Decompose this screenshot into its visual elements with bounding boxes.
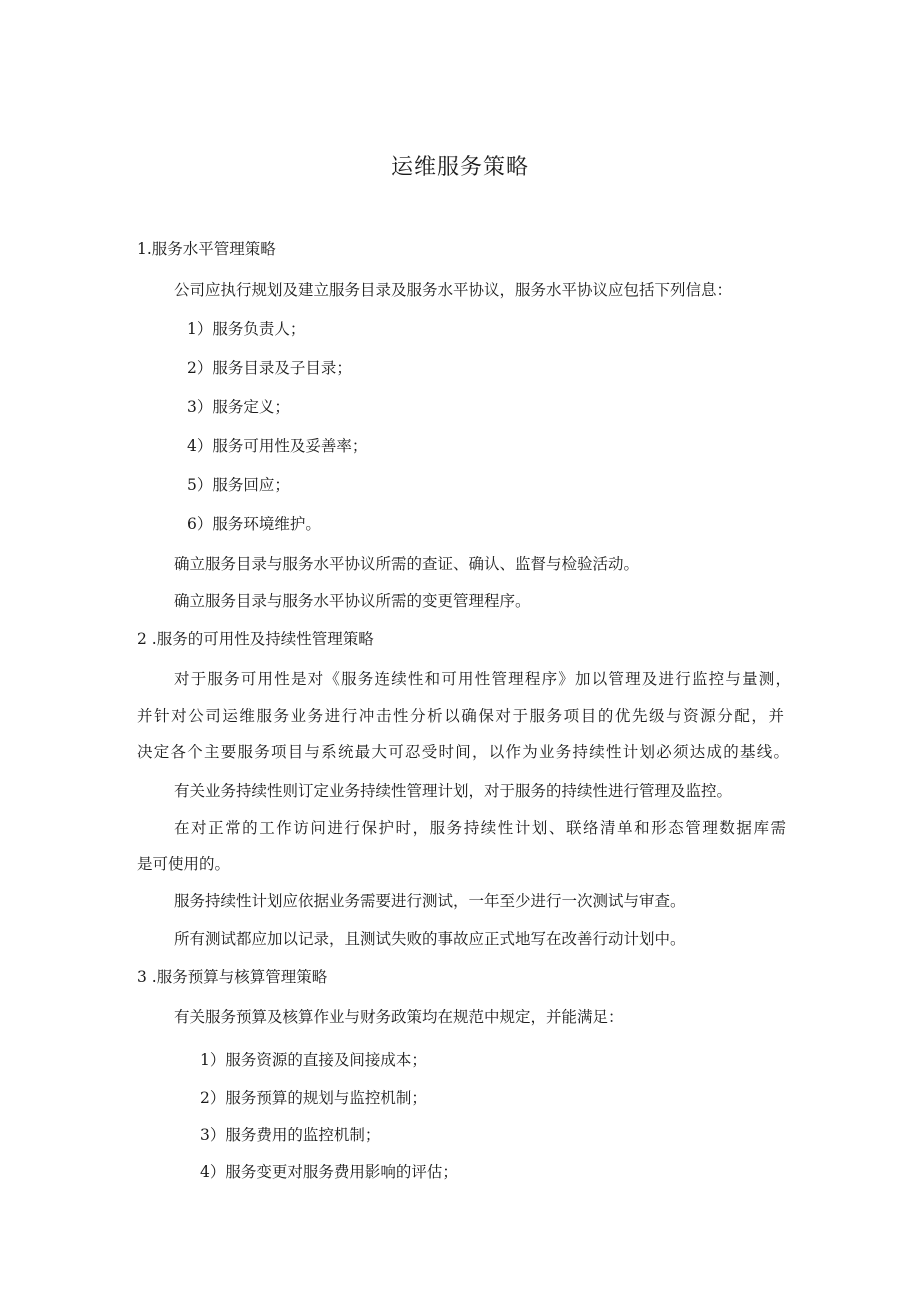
section-2-paragraph-line: 决定各个主要服务项目与系统最大可忍受时间，以作为业务持续性计划必须达成的基线。 — [137, 743, 789, 761]
section-1-item: 1）服务负责人； — [187, 320, 306, 338]
section-3-item: 1）服务资源的直接及间接成本； — [200, 1051, 427, 1069]
section-1-intro: 公司应执行规划及建立服务目录及服务水平协议，服务水平协议应包括下列信息： — [174, 281, 733, 299]
section-1-heading: 1.服务水平管理策略 — [137, 240, 276, 258]
section-1-paragraph: 确立服务目录与服务水平协议所需的查证、确认、监督与检验活动。 — [174, 555, 640, 573]
section-3-item: 2）服务预算的规划与监控机制； — [200, 1089, 427, 1107]
document-title: 运维服务策略 — [390, 155, 529, 180]
section-2-paragraph-line: 是可使用的。 — [137, 855, 231, 873]
section-2-paragraph-line: 对于服务可用性是对《服务连续性和可用性管理程序》加以管理及进行监控与量测， — [174, 670, 791, 688]
section-1-item: 6）服务环境维护。 — [187, 515, 321, 533]
section-3-heading: 3 .服务预算与核算管理策略 — [137, 968, 328, 986]
section-1-item: 4）服务可用性及妥善率； — [187, 437, 368, 455]
section-2-heading: 2 .服务的可用性及持续性管理策略 — [137, 630, 374, 648]
section-1-item: 5）服务回应； — [187, 476, 290, 494]
section-2-paragraph: 有关业务持续性则订定业务持续性管理计划，对于服务的持续性进行管理及监控。 — [174, 782, 733, 800]
section-2-paragraph-line: 在对正常的工作访问进行保护时，服务持续性计划、联络清单和形态管理数据库需 — [174, 819, 786, 837]
section-3-item: 3）服务费用的监控机制； — [200, 1126, 381, 1144]
section-2-paragraph-line: 并针对公司运维服务业务进行冲击性分析以确保对于服务项目的优先级与资源分配，并 — [137, 707, 784, 725]
section-1-paragraph: 确立服务目录与服务水平协议所需的变更管理程序。 — [174, 592, 531, 610]
section-1-item: 3）服务定义； — [187, 398, 290, 416]
section-2-paragraph: 服务持续性计划应依据业务需要进行测试，一年至少进行一次测试与审查。 — [174, 892, 686, 910]
section-3-item: 4）服务变更对服务费用影响的评估； — [200, 1163, 458, 1181]
section-3-intro: 有关服务预算及核算作业与财务政策均在规范中规定，并能满足： — [174, 1008, 624, 1026]
section-2-paragraph: 所有测试都应加以记录，且测试失败的事故应正式地写在改善行动计划中。 — [174, 930, 686, 948]
section-1-item: 2）服务目录及子目录； — [187, 359, 352, 377]
